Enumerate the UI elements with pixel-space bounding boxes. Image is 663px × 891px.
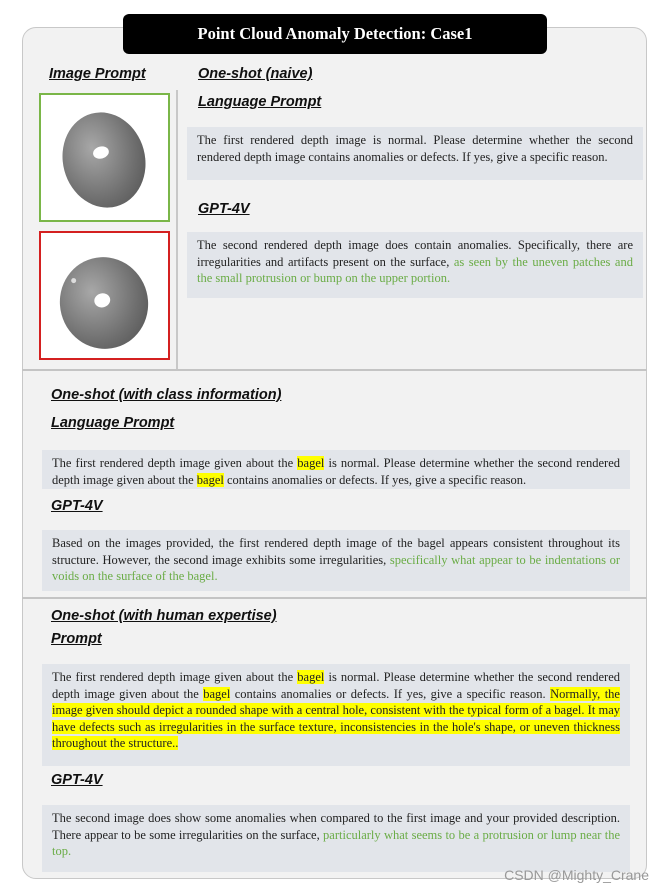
response-highlight: specifically what appear to be indentations or voids on the surface of the bagel. [52,552,620,583]
normal-bagel-image [39,93,170,222]
response-highlight: as seen by the uneven patches and the small protrusion or bump on the upper portion. [197,254,633,285]
human-expertise-heading: One-shot (with human expertise) [51,608,277,624]
response-text: The second rendered depth image does contain anomalies. Specifically, there are irregularities and artifacts present on the surface, [197,238,633,269]
expertise-response-box [42,805,630,872]
bagel-shape [50,247,159,359]
class-info-heading: One-shot (with class information) [51,387,282,403]
gpt4v-heading: GPT-4V [198,201,250,217]
prompt-text: contains anomalies or defects. If yes, give a specific reason. [223,472,527,487]
gpt4v-heading: GPT-4V [51,772,103,788]
prompt-text: contains anomalies or defects. If yes, give a specific reason. [230,686,551,701]
expertise-highlight: Normally, the image given should depict a rounded shape with a central hole, consistent with the typical form of a bagel. It may have defects such as irregularities in the surface texture, inconsistencies in the hole's shape, or uneven thickness throughout the structure.. [52,686,620,750]
response-text: Based on the images provided, the first rendered depth image of the bagel appears consistent throughout its structure. However, the second image exhibits some irregularities, [52,536,620,567]
section-divider [22,369,647,371]
prompt-heading: Prompt [51,631,102,647]
class-highlight: bagel [203,686,231,701]
class-highlight: bagel [297,670,325,684]
page-title: Point Cloud Anomaly Detection: Case1 [123,14,547,54]
prompt-text: The first rendered depth image given about the [52,456,298,470]
prompt-text: The first rendered depth image is normal. Please determine whether the second rendered depth image contains anomalies or defects. If yes, give a specific reason. [197,133,633,164]
expertise-prompt-box [42,664,630,766]
prompt-text: is normal. Please determine whether the second rendered depth image given about the [52,670,620,701]
gpt4v-heading: GPT-4V [51,498,103,514]
vertical-divider [176,90,178,370]
image-prompt-heading: Image Prompt [49,66,146,82]
class-highlight: bagel [196,472,224,487]
bagel-shape [52,103,156,217]
language-prompt-heading: Language Prompt [51,415,175,431]
naive-prompt-box [187,127,643,180]
naive-response-box [187,232,643,298]
watermark: CSDN @Mighty_Crane [504,867,649,883]
class-response-box [42,530,630,591]
section-divider [22,597,647,599]
class-prompt-box [42,450,630,489]
response-highlight: particularly what seems to be a protrusion or lump near the top. [52,827,620,858]
language-prompt-heading: Language Prompt [198,94,322,110]
naive-heading: One-shot (naive) [198,66,313,82]
prompt-text: is normal. Please determine whether the second rendered depth image given about the [52,456,620,487]
class-highlight: bagel [297,456,325,470]
anomalous-bagel-image [39,231,170,360]
response-text: The second image does show some anomalies when compared to the first image and your provided description. There appear to be some irregularities on the surface, [52,811,620,842]
prompt-text: The first rendered depth image given about the [52,670,298,684]
